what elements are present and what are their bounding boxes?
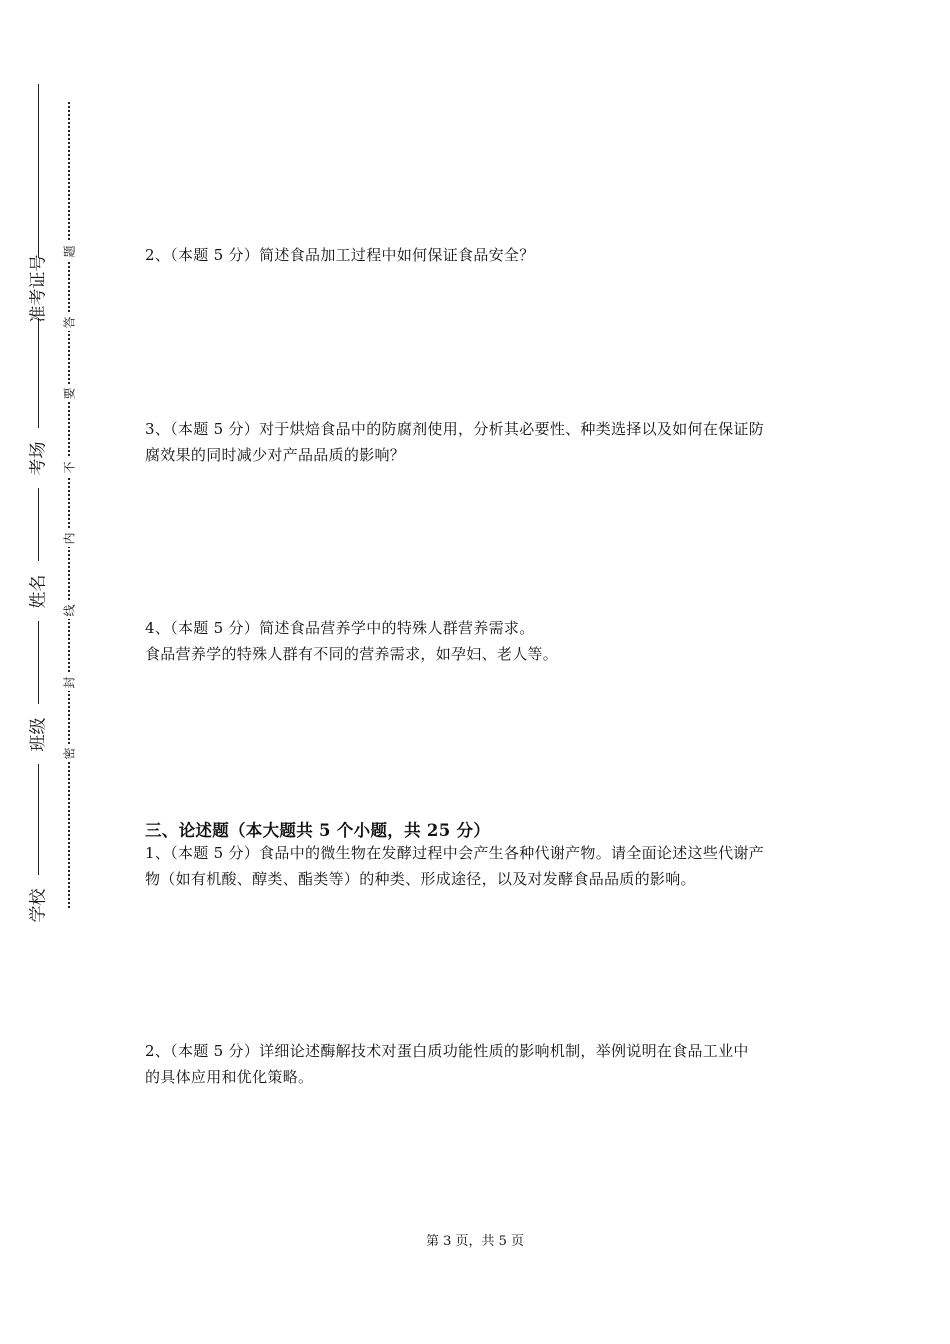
binding-dotted-line (68, 102, 70, 908)
seal-char: 不 (60, 458, 78, 476)
question-preservatives (145, 416, 825, 468)
seal-char: 封 (60, 673, 78, 691)
class-field-label: 班级 (31, 704, 47, 764)
seal-char: 线 (60, 601, 78, 619)
essay-question-microbial-metabolites (145, 840, 825, 892)
name-field-label: 姓名 (31, 561, 47, 621)
question-line: 4、（本题 5 分）简述食品营养学中的特殊人群营养需求。 (145, 619, 535, 637)
seal-char: 密 (60, 744, 78, 762)
page-footer: 第 3 页，共 5 页 (425, 1234, 525, 1249)
question-line: 2、（本题 5 分）简述食品加工过程中如何保证食品安全？ (145, 246, 535, 264)
answer-line: 食品营养学的特殊人群有不同的营养需求，如孕妇、老人等。 (145, 645, 559, 663)
essay-question-enzymatic-hydrolysis (145, 1038, 825, 1090)
question-food-safety (145, 242, 825, 268)
exam-id-field-label: 准考证号 (28, 254, 49, 322)
question-line: 1、（本题 5 分）食品中的微生物在发酵过程中会产生各种代谢产物。请全面论述这些代谢产 (145, 844, 765, 862)
seal-char: 要 (60, 384, 78, 402)
section-title: 三、论述题（本大题共 5 个小题，共 25 分） (145, 821, 491, 840)
binding-solid-line (38, 84, 39, 920)
seal-char: 答 (60, 313, 78, 331)
question-line: 的具体应用和优化策略。 (145, 1068, 314, 1086)
exam-room-field-label: 考场 (31, 428, 47, 488)
question-special-nutrition (145, 615, 825, 667)
question-line: 腐效果的同时减少对产品品质的影响？ (145, 446, 406, 464)
seal-char: 内 (60, 529, 78, 547)
school-field-label: 学校 (31, 875, 47, 935)
question-line: 3、（本题 5 分）对于烘焙食品中的防腐剂使用，分析其必要性、种类选择以及如何在保证防 (145, 420, 765, 438)
question-line: 物（如有机酸、醇类、酯类等）的种类、形成途径，以及对发酵食品品质的影响。 (145, 870, 696, 888)
binding-strip (0, 0, 80, 1344)
seal-char: 题 (60, 242, 78, 260)
question-line: 2、（本题 5 分）详细论述酶解技术对蛋白质功能性质的影响机制，举例说明在食品工业中 (145, 1042, 749, 1060)
